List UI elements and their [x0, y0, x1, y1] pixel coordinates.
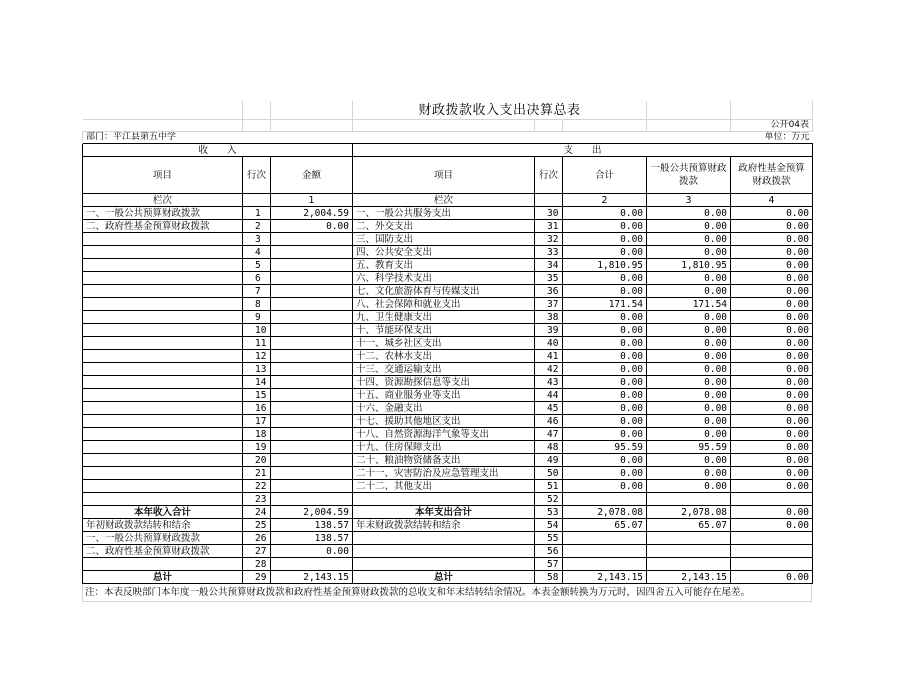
expense-total-cell: 2,143.15 — [563, 571, 647, 584]
income-rowno-cell: 5 — [243, 259, 271, 272]
expense-rowno-cell: 54 — [535, 519, 563, 532]
fund-budget-cell: 0.00 — [731, 350, 813, 363]
income-rowno-cell: 15 — [243, 389, 271, 402]
income-item-cell — [83, 246, 243, 259]
table-row — [83, 246, 813, 259]
table-row — [83, 402, 813, 415]
income-item-cell — [83, 298, 243, 311]
income-amount-cell — [271, 363, 353, 376]
income-item-cell: 二、政府性基金预算财政拨款 — [83, 545, 243, 558]
expense-rowno-cell: 41 — [535, 350, 563, 363]
general-budget-cell: 0.00 — [647, 363, 731, 376]
expense-item-cell: 五、教育支出 — [353, 259, 535, 272]
expense-total-cell — [563, 558, 647, 571]
expense-total-cell: 0.00 — [563, 285, 647, 298]
income-amount-cell — [271, 441, 353, 454]
income-amount-cell — [271, 480, 353, 493]
general-budget-cell: 0.00 — [647, 337, 731, 350]
general-budget-cell — [647, 558, 731, 571]
fund-budget-cell: 0.00 — [731, 389, 813, 402]
income-amount-cell — [271, 493, 353, 506]
expense-rowno-cell: 55 — [535, 532, 563, 545]
general-budget-cell: 0.00 — [647, 376, 731, 389]
expense-total-cell: 0.00 — [563, 415, 647, 428]
expense-item-cell: 十七、援助其他地区支出 — [353, 415, 535, 428]
income-rowno-cell: 18 — [243, 428, 271, 441]
expense-item-cell: 总计 — [353, 571, 535, 584]
fund-budget-header: 政府性基金预算财政拨款 — [731, 157, 813, 194]
general-budget-cell: 171.54 — [647, 298, 731, 311]
table-row — [83, 519, 813, 532]
expense-item-cell: 三、国防支出 — [353, 233, 535, 246]
table-row — [83, 233, 813, 246]
income-rowno-cell: 25 — [243, 519, 271, 532]
expense-item-cell — [353, 493, 535, 506]
fund-budget-cell: 0.00 — [731, 506, 813, 519]
general-budget-cell: 0.00 — [647, 402, 731, 415]
col-num-4: 4 — [731, 194, 813, 207]
expense-item-cell: 二十一、灾害防治及应急管理支出 — [353, 467, 535, 480]
table-row — [83, 207, 813, 220]
expense-item-cell — [353, 532, 535, 545]
expense-rowno-cell: 45 — [535, 402, 563, 415]
general-budget-cell — [647, 493, 731, 506]
income-amount-cell: 2,004.59 — [271, 207, 353, 220]
table-row — [83, 337, 813, 350]
table-row — [83, 506, 813, 519]
col-num-2: 2 — [563, 194, 647, 207]
expense-item-cell — [353, 545, 535, 558]
table-row — [83, 220, 813, 233]
expense-item-cell: 二十二、其他支出 — [353, 480, 535, 493]
fund-budget-cell: 0.00 — [731, 311, 813, 324]
expense-item-cell: 十二、农林水支出 — [353, 350, 535, 363]
table-row — [83, 545, 813, 558]
expense-item-cell: 二、外交支出 — [353, 220, 535, 233]
fund-budget-cell: 0.00 — [731, 402, 813, 415]
table-row — [83, 389, 813, 402]
fund-budget-cell: 0.00 — [731, 454, 813, 467]
expense-rowno-cell: 34 — [535, 259, 563, 272]
income-item-cell: 一、一般公共预算财政拨款 — [83, 207, 243, 220]
table-row — [83, 376, 813, 389]
expense-total-cell: 171.54 — [563, 298, 647, 311]
expense-rowno-cell: 47 — [535, 428, 563, 441]
general-budget-cell: 0.00 — [647, 311, 731, 324]
expense-rowno-cell: 39 — [535, 324, 563, 337]
column-label-income: 栏次 — [83, 194, 243, 207]
expense-item-cell: 二十、粮油物资储备支出 — [353, 454, 535, 467]
fund-budget-cell — [731, 545, 813, 558]
income-rowno-cell: 28 — [243, 558, 271, 571]
income-rowno-cell: 27 — [243, 545, 271, 558]
general-budget-cell: 2,143.15 — [647, 571, 731, 584]
income-section-header: 收 入 — [83, 144, 353, 157]
income-item-cell: 年初财政拨款结转和结余 — [83, 519, 243, 532]
expense-total-cell — [563, 493, 647, 506]
expense-rowno-cell: 44 — [535, 389, 563, 402]
income-rowno-cell: 7 — [243, 285, 271, 298]
income-rowno-cell: 1 — [243, 207, 271, 220]
fund-budget-cell: 0.00 — [731, 428, 813, 441]
income-amount-cell — [271, 259, 353, 272]
income-rowno-cell: 3 — [243, 233, 271, 246]
expense-total-cell: 2,078.08 — [563, 506, 647, 519]
expense-rowno-cell: 33 — [535, 246, 563, 259]
expense-rowno-cell: 46 — [535, 415, 563, 428]
income-amount-cell — [271, 415, 353, 428]
expense-item-cell: 十八、自然资源海洋气象等支出 — [353, 428, 535, 441]
expense-rowno-cell: 50 — [535, 467, 563, 480]
expense-rowno-cell: 36 — [535, 285, 563, 298]
general-budget-cell: 1,810.95 — [647, 259, 731, 272]
expense-rowno-cell: 43 — [535, 376, 563, 389]
unit-label: 单位：万元 — [764, 132, 810, 142]
income-rowno-cell: 4 — [243, 246, 271, 259]
expense-item-cell: 七、文化旅游体育与传媒支出 — [353, 285, 535, 298]
expense-total-cell: 0.00 — [563, 428, 647, 441]
expense-item-cell: 年末财政拨款结转和结余 — [353, 519, 535, 532]
income-amount-cell: 2,004.59 — [271, 506, 353, 519]
income-rowno-cell: 13 — [243, 363, 271, 376]
income-rowno-cell: 24 — [243, 506, 271, 519]
income-item-cell — [83, 454, 243, 467]
fund-budget-cell: 0.00 — [731, 207, 813, 220]
table-row — [83, 363, 813, 376]
fund-budget-cell: 0.00 — [731, 233, 813, 246]
fund-budget-cell: 0.00 — [731, 220, 813, 233]
general-budget-cell: 0.00 — [647, 324, 731, 337]
table-row — [83, 272, 813, 285]
expense-total-cell: 0.00 — [563, 389, 647, 402]
income-amount-cell — [271, 246, 353, 259]
expense-total-cell: 95.59 — [563, 441, 647, 454]
expense-rowno-cell: 49 — [535, 454, 563, 467]
expense-item-cell: 八、社会保障和就业支出 — [353, 298, 535, 311]
column-label-expense: 栏次 — [353, 194, 535, 207]
income-rowno-cell: 21 — [243, 467, 271, 480]
income-rowno-cell: 8 — [243, 298, 271, 311]
income-rowno-cell: 20 — [243, 454, 271, 467]
expense-total-cell: 0.00 — [563, 454, 647, 467]
expense-total-cell — [563, 532, 647, 545]
income-amount-cell — [271, 272, 353, 285]
income-item-header: 项目 — [83, 157, 243, 194]
amount-header: 金额 — [271, 157, 353, 194]
expense-rowno-cell: 37 — [535, 298, 563, 311]
total-header: 合计 — [563, 157, 647, 194]
general-budget-cell: 0.00 — [647, 285, 731, 298]
fund-budget-cell: 0.00 — [731, 363, 813, 376]
fund-budget-cell: 0.00 — [731, 337, 813, 350]
income-rowno-cell: 14 — [243, 376, 271, 389]
expense-total-cell: 0.00 — [563, 350, 647, 363]
expense-rowno-header: 行次 — [535, 157, 563, 194]
table-row — [83, 298, 813, 311]
fund-budget-cell: 0.00 — [731, 376, 813, 389]
general-budget-cell: 0.00 — [647, 480, 731, 493]
general-budget-cell: 0.00 — [647, 272, 731, 285]
expense-rowno-cell: 51 — [535, 480, 563, 493]
table-row — [83, 467, 813, 480]
general-budget-cell — [647, 545, 731, 558]
general-budget-cell: 0.00 — [647, 246, 731, 259]
income-amount-cell — [271, 558, 353, 571]
expense-total-cell: 0.00 — [563, 363, 647, 376]
income-amount-cell — [271, 402, 353, 415]
income-rowno-cell: 17 — [243, 415, 271, 428]
expense-item-header: 项目 — [353, 157, 535, 194]
income-item-cell — [83, 376, 243, 389]
income-amount-cell — [271, 376, 353, 389]
income-item-cell — [83, 402, 243, 415]
fund-budget-cell: 0.00 — [731, 259, 813, 272]
income-amount-cell — [271, 467, 353, 480]
fund-budget-cell: 0.00 — [731, 519, 813, 532]
fund-budget-cell: 0.00 — [731, 246, 813, 259]
table-row — [83, 415, 813, 428]
expense-rowno-cell: 56 — [535, 545, 563, 558]
fund-budget-cell: 0.00 — [731, 324, 813, 337]
income-amount-cell — [271, 311, 353, 324]
table-row — [83, 480, 813, 493]
income-item-cell: 总计 — [83, 571, 243, 584]
expense-rowno-cell: 31 — [535, 220, 563, 233]
expense-rowno-cell: 48 — [535, 441, 563, 454]
income-amount-cell: 0.00 — [271, 545, 353, 558]
income-amount-cell — [271, 428, 353, 441]
general-budget-cell — [647, 532, 731, 545]
income-amount-cell: 2,143.15 — [271, 571, 353, 584]
general-budget-header: 一般公共预算财政拨款 — [647, 157, 731, 194]
general-budget-cell: 0.00 — [647, 350, 731, 363]
expense-rowno-cell: 35 — [535, 272, 563, 285]
fund-budget-cell — [731, 532, 813, 545]
expense-rowno-cell: 40 — [535, 337, 563, 350]
expense-item-cell: 四、公共安全支出 — [353, 246, 535, 259]
fund-budget-cell: 0.00 — [731, 467, 813, 480]
fund-budget-cell: 0.00 — [731, 285, 813, 298]
table-row — [83, 493, 813, 506]
table-row — [83, 571, 813, 584]
income-amount-cell — [271, 350, 353, 363]
expense-total-cell: 0.00 — [563, 324, 647, 337]
income-item-cell — [83, 493, 243, 506]
expense-item-cell: 一、一般公共服务支出 — [353, 207, 535, 220]
expense-item-cell: 十一、城乡社区支出 — [353, 337, 535, 350]
income-rowno-cell: 16 — [243, 402, 271, 415]
expense-rowno-cell: 32 — [535, 233, 563, 246]
expense-total-cell: 0.00 — [563, 337, 647, 350]
col-num-3: 3 — [647, 194, 731, 207]
expense-item-cell: 十六、金融支出 — [353, 402, 535, 415]
fund-budget-cell: 0.00 — [731, 272, 813, 285]
expense-total-cell: 0.00 — [563, 233, 647, 246]
income-rowno-cell: 12 — [243, 350, 271, 363]
general-budget-cell: 0.00 — [647, 207, 731, 220]
expense-rowno-cell: 52 — [535, 493, 563, 506]
expense-total-cell: 0.00 — [563, 467, 647, 480]
income-rowno-header: 行次 — [243, 157, 271, 194]
expense-total-cell: 0.00 — [563, 402, 647, 415]
income-amount-cell — [271, 337, 353, 350]
table-row — [83, 558, 813, 571]
general-budget-cell: 0.00 — [647, 233, 731, 246]
expense-total-cell: 0.00 — [563, 220, 647, 233]
expense-item-cell: 九、卫生健康支出 — [353, 311, 535, 324]
income-rowno-cell: 6 — [243, 272, 271, 285]
fiscal-summary-table — [82, 101, 813, 584]
expense-rowno-cell: 58 — [535, 571, 563, 584]
income-item-cell — [83, 259, 243, 272]
expense-item-cell: 十三、交通运输支出 — [353, 363, 535, 376]
income-item-cell — [83, 363, 243, 376]
footnote: 注：本表反映部门本年度一般公共预算财政拨款和政府性基金预算财政拨款的总收支和年末结转结余情况。本表金额转换为万元时，因四舍五入可能存在尾差。 — [82, 584, 812, 602]
income-amount-cell: 0.00 — [271, 220, 353, 233]
income-item-cell — [83, 467, 243, 480]
income-item-cell — [83, 233, 243, 246]
income-item-cell — [83, 428, 243, 441]
general-budget-cell: 0.00 — [647, 415, 731, 428]
table-row — [83, 428, 813, 441]
expense-rowno-cell: 38 — [535, 311, 563, 324]
table-row — [83, 441, 813, 454]
expense-item-cell: 本年支出合计 — [353, 506, 535, 519]
general-budget-cell: 0.00 — [647, 389, 731, 402]
table-row — [83, 311, 813, 324]
income-item-cell: 本年收入合计 — [83, 506, 243, 519]
expense-total-cell — [563, 545, 647, 558]
expense-item-cell: 十四、资源勘探信息等支出 — [353, 376, 535, 389]
income-rowno-cell: 29 — [243, 571, 271, 584]
expense-total-cell: 1,810.95 — [563, 259, 647, 272]
table-row — [83, 454, 813, 467]
general-budget-cell: 0.00 — [647, 220, 731, 233]
table-code: 公开04表 — [731, 120, 813, 132]
income-amount-cell: 138.57 — [271, 532, 353, 545]
expense-rowno-cell: 30 — [535, 207, 563, 220]
table-row — [83, 350, 813, 363]
department-label: 部门：平江县第五中学 — [83, 132, 353, 144]
general-budget-cell: 0.00 — [647, 454, 731, 467]
table-title: 财政拨款收入支出决算总表 — [353, 101, 647, 120]
income-item-cell — [83, 558, 243, 571]
general-budget-cell: 95.59 — [647, 441, 731, 454]
expense-total-cell: 0.00 — [563, 272, 647, 285]
income-rowno-cell: 19 — [243, 441, 271, 454]
income-rowno-cell: 10 — [243, 324, 271, 337]
income-item-cell: 一、一般公共预算财政拨款 — [83, 532, 243, 545]
general-budget-cell: 0.00 — [647, 428, 731, 441]
income-item-cell — [83, 350, 243, 363]
income-item-cell — [83, 389, 243, 402]
spreadsheet — [82, 101, 812, 602]
income-item-cell — [83, 441, 243, 454]
income-rowno-cell: 9 — [243, 311, 271, 324]
income-item-cell — [83, 415, 243, 428]
income-rowno-cell: 23 — [243, 493, 271, 506]
table-row — [83, 259, 813, 272]
expense-item-cell: 十、节能环保支出 — [353, 324, 535, 337]
expense-total-cell: 0.00 — [563, 311, 647, 324]
income-item-cell — [83, 311, 243, 324]
income-item-cell — [83, 272, 243, 285]
fund-budget-cell: 0.00 — [731, 298, 813, 311]
expense-total-cell: 0.00 — [563, 376, 647, 389]
table-row — [83, 285, 813, 298]
expense-rowno-cell: 57 — [535, 558, 563, 571]
fund-budget-cell: 0.00 — [731, 415, 813, 428]
expense-item-cell: 六、科学技术支出 — [353, 272, 535, 285]
income-amount-cell — [271, 389, 353, 402]
fund-budget-cell — [731, 558, 813, 571]
income-rowno-cell: 26 — [243, 532, 271, 545]
general-budget-cell: 65.07 — [647, 519, 731, 532]
general-budget-cell: 0.00 — [647, 467, 731, 480]
expense-total-cell: 0.00 — [563, 207, 647, 220]
income-item-cell — [83, 337, 243, 350]
income-rowno-cell: 11 — [243, 337, 271, 350]
income-amount-cell — [271, 233, 353, 246]
expense-rowno-cell: 53 — [535, 506, 563, 519]
fund-budget-cell: 0.00 — [731, 571, 813, 584]
expense-item-cell: 十九、住房保障支出 — [353, 441, 535, 454]
expense-item-cell: 十五、商业服务业等支出 — [353, 389, 535, 402]
income-amount-cell — [271, 298, 353, 311]
expense-total-cell: 0.00 — [563, 246, 647, 259]
col-num-1: 1 — [271, 194, 353, 207]
expense-section-header: 支 出 — [353, 144, 813, 157]
fund-budget-cell — [731, 493, 813, 506]
fund-budget-cell: 0.00 — [731, 480, 813, 493]
income-item-cell — [83, 480, 243, 493]
expense-rowno-cell: 42 — [535, 363, 563, 376]
expense-item-cell — [353, 558, 535, 571]
income-item-cell — [83, 285, 243, 298]
income-rowno-cell: 2 — [243, 220, 271, 233]
income-item-cell — [83, 324, 243, 337]
expense-total-cell: 65.07 — [563, 519, 647, 532]
income-rowno-cell: 22 — [243, 480, 271, 493]
income-amount-cell — [271, 324, 353, 337]
income-amount-cell — [271, 285, 353, 298]
expense-total-cell: 0.00 — [563, 480, 647, 493]
general-budget-cell: 2,078.08 — [647, 506, 731, 519]
income-amount-cell: 138.57 — [271, 519, 353, 532]
income-amount-cell — [271, 454, 353, 467]
fund-budget-cell: 0.00 — [731, 441, 813, 454]
table-row — [83, 532, 813, 545]
income-item-cell: 二、政府性基金预算财政拨款 — [83, 220, 243, 233]
table-row — [83, 324, 813, 337]
